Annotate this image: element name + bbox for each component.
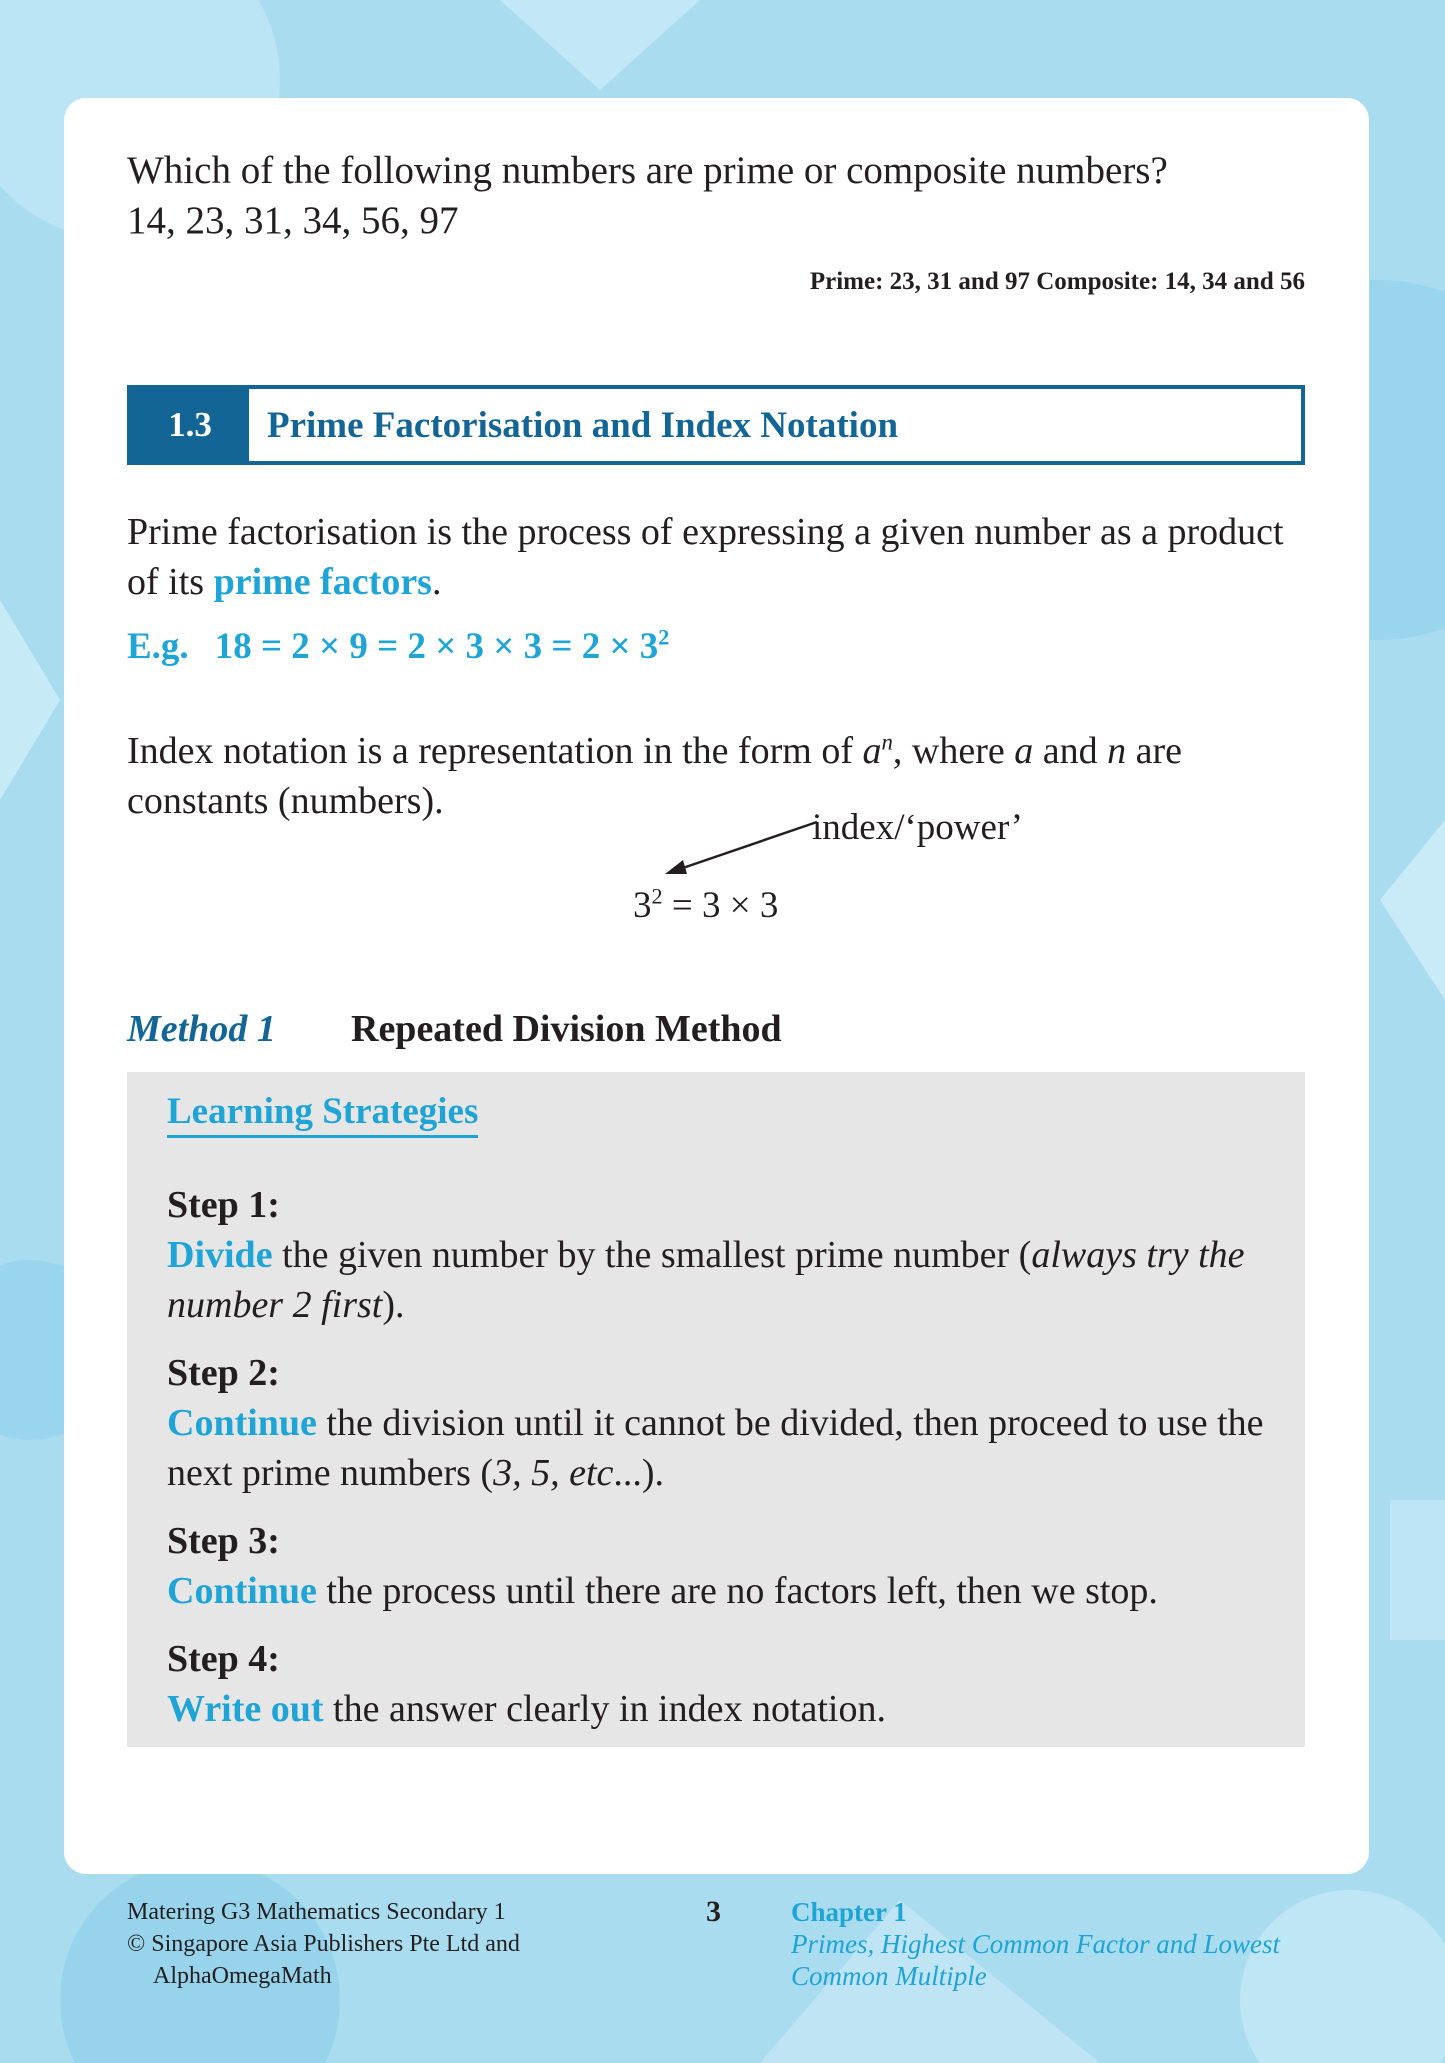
footer-publisher-2: AlphaOmegaMath xyxy=(153,1963,332,1989)
footer-chapter: Chapter 1 xyxy=(791,1897,907,1927)
step-4-text: the answer clearly in index notation. xyxy=(323,1688,886,1730)
step-2-verb: Continue xyxy=(167,1402,317,1444)
footer-publisher: © Singapore Asia Publishers Pte Ltd and xyxy=(127,1931,520,1957)
step-3 xyxy=(167,1516,1277,1616)
step-2-text: the division until it cannot be divided, then proceed to use the next prime numbers ( xyxy=(167,1402,1264,1494)
formula-base: 3 xyxy=(633,885,652,926)
var-n-superscript: n xyxy=(881,729,893,755)
footer-book-info xyxy=(127,1896,520,1992)
step-4-verb: Write out xyxy=(167,1688,324,1730)
step-3-text: the process until there are no factors left, then we stop. xyxy=(316,1570,1158,1612)
step-1-end: ). xyxy=(382,1284,405,1326)
footer-chapter-title: Primes, Highest Common Factor and Lowest Common Multiple xyxy=(791,1929,1280,1991)
section-number: 1.3 xyxy=(131,389,249,461)
method-heading xyxy=(127,1007,1305,1051)
var-a-2: a xyxy=(1014,730,1034,772)
example-line xyxy=(127,625,1305,668)
step-1-verb: Divide xyxy=(167,1234,273,1276)
index-notation-definition xyxy=(127,726,1305,826)
step-2-end: ...). xyxy=(613,1452,665,1494)
definition-text: Prime factorisation is the process of expressing a given number as a product of its xyxy=(127,511,1284,603)
index-text-c: and xyxy=(1033,730,1108,772)
example-exponent: 2 xyxy=(658,624,670,650)
page-number: 3 xyxy=(706,1895,721,1928)
prime-factors-term: prime factors xyxy=(213,561,432,603)
var-a: a xyxy=(862,730,882,772)
step-1 xyxy=(167,1180,1277,1330)
index-text-b: , where xyxy=(892,730,1015,772)
footer-chapter-info xyxy=(791,1896,1331,1992)
definition-end: . xyxy=(431,561,442,603)
index-text-a: Index notation is a representation in the form of xyxy=(127,730,863,772)
var-n: n xyxy=(1107,730,1127,772)
section-title: Prime Factorisation and Index Notation xyxy=(267,404,899,446)
step-3-title: Step 3: xyxy=(167,1520,280,1562)
step-4-title: Step 4: xyxy=(167,1638,280,1680)
question-answer: Prime: 23, 31 and 97 Composite: 14, 34 and 56 xyxy=(809,268,1305,295)
index-text-d: are constants (numbers). xyxy=(127,730,1183,822)
step-1-italic: always try the number 2 first xyxy=(167,1234,1245,1326)
step-1-title: Step 1: xyxy=(167,1184,280,1226)
index-arrow xyxy=(655,818,825,878)
prime-factorisation-definition xyxy=(127,507,1305,607)
practice-question xyxy=(127,146,1305,246)
step-2-italic: 3, 5, etc xyxy=(493,1452,614,1494)
footer-book-title: Matering G3 Mathematics Secondary 1 xyxy=(127,1899,506,1925)
formula-exponent: 2 xyxy=(651,883,663,909)
example-label: E.g. xyxy=(127,626,189,667)
formula-expansion: = 3 × 3 xyxy=(662,885,779,926)
section-header xyxy=(127,385,1305,465)
question-text: Which of the following numbers are prime or composite numbers? xyxy=(127,149,1168,192)
index-power-label: index/‘power’ xyxy=(812,807,1023,848)
step-4 xyxy=(167,1634,1277,1734)
step-3-verb: Continue xyxy=(167,1570,317,1612)
step-2-title: Step 2: xyxy=(167,1352,280,1394)
step-2 xyxy=(167,1348,1277,1498)
method-title: Repeated Division Method xyxy=(351,1008,782,1050)
step-1-text: the given number by the smallest prime number ( xyxy=(272,1234,1032,1276)
method-label: Method 1 xyxy=(127,1008,276,1050)
index-formula xyxy=(633,884,778,927)
question-numbers: 14, 23, 31, 34, 56, 97 xyxy=(127,199,459,242)
example-expression: 18 = 2 × 9 = 2 × 3 × 3 = 2 × 3 xyxy=(214,626,659,667)
learning-strategies-box xyxy=(127,1072,1305,1747)
learning-strategies-heading: Learning Strategies xyxy=(167,1090,478,1138)
